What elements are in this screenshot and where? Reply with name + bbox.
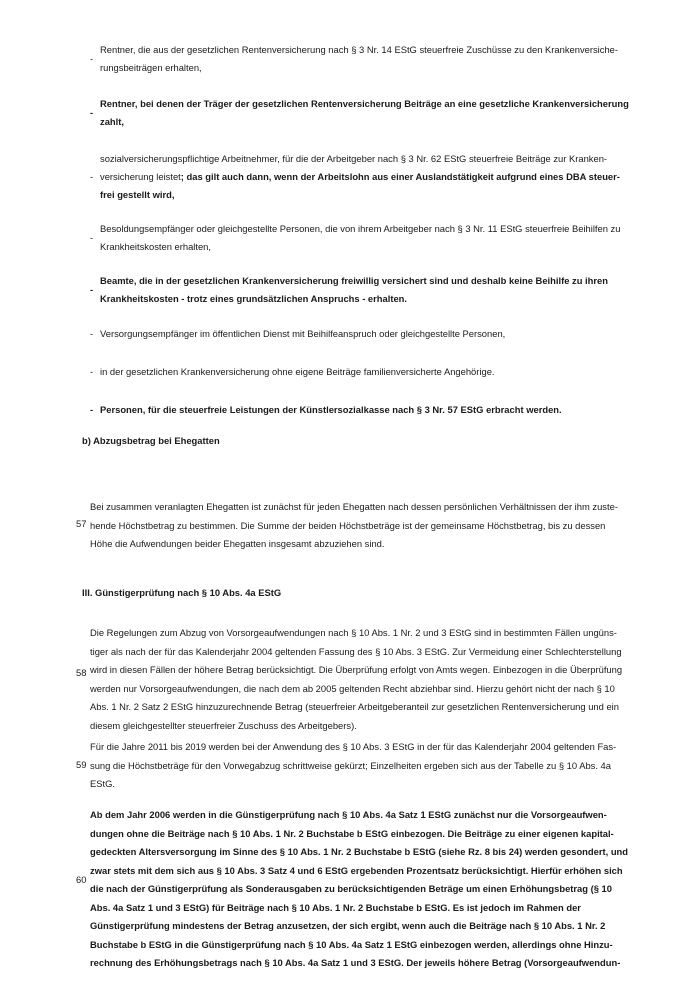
section-b-heading: b) Abzugsbetrag bei Ehegatten — [82, 435, 220, 446]
list-item-text: Rentner, die aus der gesetzlichen Rentenversicherung nach § 3 Nr. 14 EStG steuerfreie Zuschüsse zu den Krankenversicherungsbeiträgen erhalten, — [100, 44, 618, 73]
list-dash: - — [90, 328, 94, 339]
section-iii-heading: III. Günstigerprüfung nach § 10 Abs. 4a EStG — [82, 587, 282, 598]
paragraph-59: Für die Jahre 2011 bis 2019 werden bei der Anwendung des § 10 Abs. 3 EStG in der für das Kalenderjahr 2004 geltenden Fassung die Höchstbeträge für den Vorwegabzug schrittweise gekürzt; Einzelheiten ergeben sich aus der Tabelle zu § 10 Abs. 4a EStG. — [90, 741, 617, 789]
list-dash: - — [90, 366, 94, 377]
list-dash: - — [90, 107, 94, 118]
paragraph-58: Die Regelungen zum Abzug von Vorsorgeaufwendungen nach § 10 Abs. 1 Nr. 2 und 3 EStG sind in bestimmten Fällen ungünstiger als nach der für das Kalenderjahr 2004 geltenden Fassung des § 10 Abs. 3 EStG. Zur Vermeidung einer Schlechterstellung wird in diesen Fällen der höhere Betrag berücksichtigt. Die Überprüfung erfolgt von Amts wegen. Einbezogen in die Überprüfung werden nur Vorsorgeaufwendungen, die nach dem ab 2005 geltenden Recht abziehbar sind. Hierzu gehört nicht der nach § 10 Abs. 1 Nr. 2 Satz 2 EStG hinzuzurechnende Betrag (steuerfreier Arbeitgeberanteil zur gesetzlichen Rentenversicherung und ein diesem gleichgestellter steuerfreier Zuschuss des Arbeitgebers). — [90, 627, 623, 731]
list-item-text: Rentner, bei denen der Träger der gesetzlichen Rentenversicherung Beiträge an eine gesetzliche Krankenversicherung zahlt, — [100, 98, 629, 127]
list-dash: - — [90, 232, 94, 243]
list-item — [90, 41, 630, 77]
list-item — [90, 272, 630, 308]
margin-number: 57 — [76, 518, 87, 529]
paragraph-60: Ab dem Jahr 2006 werden in die Günstigerprüfung nach § 10 Abs. 4a Satz 1 EStG zunächst nur die Vorsorgeaufwendungen ohne die Beiträge nach § 10 Abs. 1 Nr. 2 Buchstabe b EStG einbezogen. Die Beiträge zu einer eigenen kapitalgedeckten Altersversorgung im Sinne des § 10 Abs. 1 Nr. 2 Buchstabe b EStG (siehe Rz. 8 bis 24) werden gesondert, und zwar stets mit dem sich aus § 10 Abs. 3 Satz 4 und 6 EStG ergebenden Prozentsatz berücksichtigt. Hierfür erhöhen sich die nach der Günstigerprüfung als Sonderausgaben zu berücksichtigenden Beträge um einen Erhöhungsbetrag (§ 10 Abs. 4a Satz 1 und 3 EStG) für Beiträge nach § 10 Abs. 1 Nr. 2 Buchstabe b EStG. Es ist jedoch im Rahmen der Günstigerprüfung mindestens der Betrag anzusetzen, der sich ergibt, wenn auch die Beiträge nach § 10 Abs. 1 Nr. 2 Buchstabe b EStG in die Günstigerprüfung nach § 10 Abs. 4a Satz 1 EStG einbezogen werden, allerdings ohne Hinzurechnung des Erhöhungsbetrags nach § 10 Abs. 4a Satz 1 und 3 EStG. Der jeweils höhere Betrag (Vorsorgeaufwendun- — [90, 809, 628, 968]
list-item-text: in der gesetzlichen Krankenversicherung ohne eigene Beiträge familienversicherte Angehörige. — [100, 366, 495, 377]
list-item — [90, 363, 630, 381]
list-item-text-bold: ; das gilt auch dann, wenn der Arbeitslohn aus einer Auslandstätigkeit aufgrund eines DBA steuerfrei gestellt wird, — [100, 171, 620, 200]
list-item-text: Versorgungsempfänger im öffentlichen Dienst mit Beihilfeanspruch oder gleichgestellte Personen, — [100, 328, 506, 339]
list-dash: - — [90, 284, 94, 295]
list-item — [90, 95, 630, 131]
section-b-paragraph: Bei zusammen veranlagten Ehegatten ist zunächst für jeden Ehegatten nach dessen persönlichen Verhältnissen der ihm zustehende Höchstbetrag zu bestimmen. Die Summe der beiden Höchstbeträge ist der gemeinsame Höchstbetrag, bis zu dessen Höhe die Aufwendungen beider Ehegatten insgesamt abzuziehen sind. — [90, 501, 618, 549]
list-item-text: Besoldungsempfänger oder gleichgestellte Personen, die von ihrem Arbeitgeber nach § 3 Nr. 11 EStG steuerfreie Beihilfen zu Krankheitskosten erhalten, — [100, 223, 621, 252]
list-dash: - — [90, 404, 94, 415]
list-item — [90, 150, 630, 204]
list-dash: - — [90, 53, 94, 64]
list-item — [90, 220, 630, 256]
list-item-text: Personen, für die steuerfreie Leistungen der Künstlersozialkasse nach § 3 Nr. 57 EStG erbracht werden. — [100, 404, 562, 415]
list-item-text: Beamte, die in der gesetzlichen Krankenversicherung freiwillig versichert sind und deshalb keine Beihilfe zu ihren Krankheitskosten - trotz eines grundsätzlichen Anspruchs - erhalten. — [100, 275, 608, 304]
list-item — [90, 401, 630, 419]
list-item-text-regular: sozialversicherungspflichtige Arbeitnehmer, für die der Arbeitgeber nach § 3 Nr. 62 EStG steuerfreie Beiträge zur Krankenversicherung leistet — [100, 153, 608, 182]
margin-number: 60 — [76, 874, 87, 885]
list-item-text — [100, 150, 630, 204]
list-dash: - — [90, 171, 94, 182]
list-item — [90, 325, 630, 343]
margin-number: 59 — [76, 759, 87, 770]
margin-number: 58 — [76, 667, 87, 678]
